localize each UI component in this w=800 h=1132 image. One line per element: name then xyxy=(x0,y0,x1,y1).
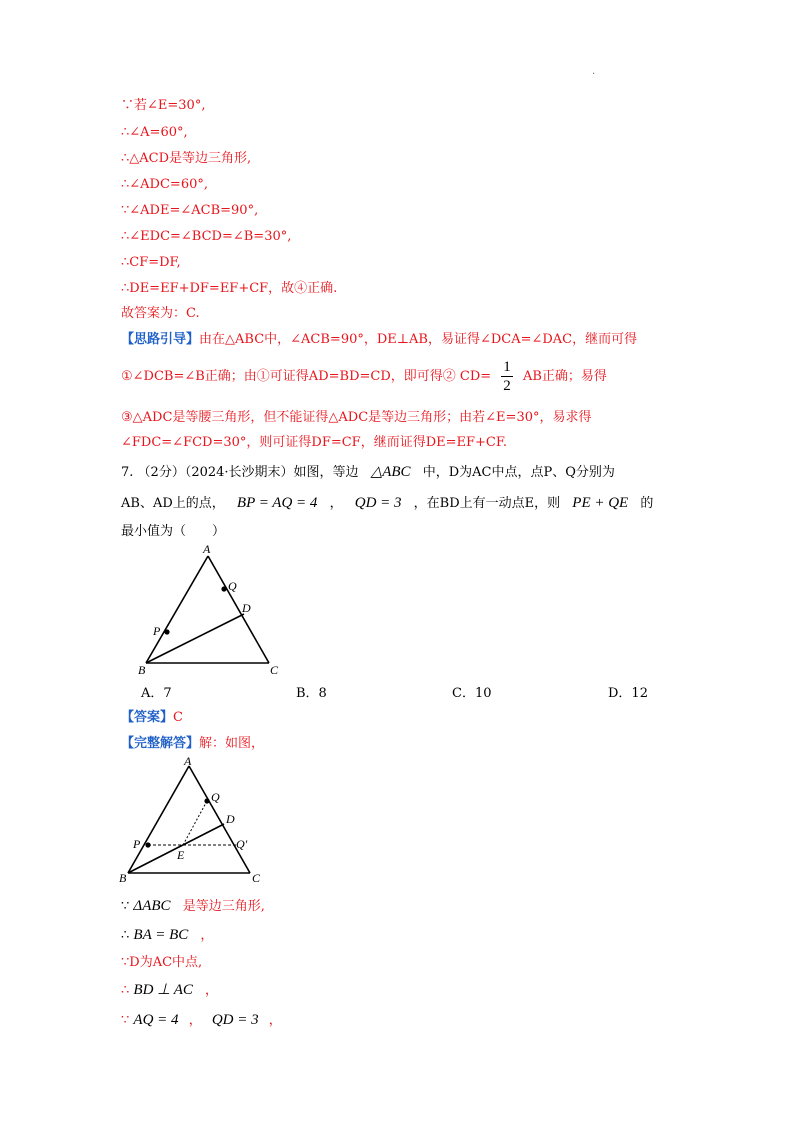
hint-text-2-pre: ①∠DCB=∠B正确；由①可证得AD=BD=CD，即可得② CD= xyxy=(121,369,492,384)
full-solution-line xyxy=(121,735,264,753)
fs-line-4-math: BD ⊥ AC xyxy=(133,982,193,998)
label-p: P xyxy=(133,837,141,851)
label-c: C xyxy=(252,871,261,884)
hint-tag: 【思路引导】 xyxy=(121,332,200,347)
full-solution-tag: 【完整解答】 xyxy=(121,736,200,751)
solution-line-2: ∴∠A=60°, xyxy=(121,125,188,140)
point-p xyxy=(145,842,150,847)
fs-line-4-post: ， xyxy=(205,983,219,998)
option-a: A．7 xyxy=(141,686,172,701)
fs-line-2-post: ， xyxy=(200,928,214,943)
hint-line-3: ③△ADC是等腰三角形，但不能证得△ADC是等边三角形；由若∠E=30°，易求得 xyxy=(121,410,592,425)
label-a: A xyxy=(184,756,192,768)
question-line-2 xyxy=(121,494,653,513)
question-text-1: 中，D为AC中点，点P、Q分别为 xyxy=(422,465,615,480)
answer-tag: 【答案】 xyxy=(121,710,174,725)
hint-text-2-post: AB正确；易得 xyxy=(522,369,607,384)
solution-line-1: ∵若∠E=30°, xyxy=(121,98,206,113)
fs-line-3: ∵D为AC中点, xyxy=(121,955,203,970)
fs-line-5 xyxy=(121,1011,282,1030)
option-c: C．10 xyxy=(452,686,492,701)
label-q: Q xyxy=(228,579,237,593)
question-text-2b: ，在BD上有一动点E，则 xyxy=(413,496,561,511)
label-d: D xyxy=(242,601,251,615)
hint-text-1: 由在△ABC中，∠ACB=90°，DE⊥AB，易证得∠DCA=∠DAC，继而可得 xyxy=(199,332,638,347)
fs-line-4 xyxy=(121,981,218,1000)
question-text-2a: AB、AD上的点， xyxy=(121,496,225,511)
side-ac xyxy=(189,766,250,873)
label-q: Q xyxy=(211,790,220,804)
solution-line-8: ∴DE=EF+DF=EF+CF，故④正确. xyxy=(121,281,338,296)
fraction-denominator: 2 xyxy=(503,378,511,394)
label-b: B xyxy=(138,663,146,677)
question-text-2c: 的 xyxy=(640,496,654,511)
fs-line-1-post: 是等边三角形, xyxy=(182,899,265,914)
fraction-one-half xyxy=(501,358,513,395)
fs-line-2-math: BA = BC xyxy=(133,927,189,943)
figure-triangle-1 xyxy=(136,542,286,677)
solution-line-5: ∵∠ADE=∠ACB=90°, xyxy=(121,203,259,218)
fs-line-1 xyxy=(121,897,265,916)
fs-line-5-mid: ， xyxy=(188,1013,202,1028)
solution-line-9: 故答案为：C. xyxy=(121,306,200,321)
fs-line-5-math-1: AQ = 4 xyxy=(133,1012,179,1028)
question-number: 7. xyxy=(121,465,134,480)
fs-line-4-pre: ∴ xyxy=(121,983,130,998)
label-c: C xyxy=(270,663,279,677)
answer-line xyxy=(121,709,183,727)
fs-line-5-math-2: QD = 3 xyxy=(211,1012,259,1028)
expression-pe-qe: PE + QE xyxy=(572,495,629,511)
solution-line-4: ∴∠ADC=60°, xyxy=(121,177,208,192)
solution-line-6: ∴∠EDC=∠BCD=∠B=30°, xyxy=(121,229,292,244)
hint-line-1 xyxy=(121,331,637,349)
triangle-abc: △ABC xyxy=(370,464,411,480)
option-b: B．8 xyxy=(296,686,327,701)
solution-line-3: ∴△ACD是等边三角形, xyxy=(121,151,252,166)
label-q-prime: Q' xyxy=(236,837,248,851)
fs-line-1-math: ΔABC xyxy=(133,898,171,914)
equation-qd: QD = 3 xyxy=(354,495,402,511)
hint-line-2 xyxy=(121,357,607,397)
fs-line-2-pre: ∴ xyxy=(121,928,130,943)
question-meta: （2分）（2024·长沙期末）如图，等边 xyxy=(137,465,359,480)
option-d: D．12 xyxy=(608,686,648,701)
fs-line-5-post: ， xyxy=(268,1013,282,1028)
question-line-1 xyxy=(121,463,615,482)
figure-triangle-2 xyxy=(116,756,281,884)
label-e: E xyxy=(177,848,185,862)
label-a: A xyxy=(203,542,211,556)
separator: ， xyxy=(329,496,343,511)
fs-line-1-pre: ∵ xyxy=(121,899,130,914)
full-solution-intro: 解：如图， xyxy=(199,736,265,751)
hint-line-4: ∠FDC=∠FCD=30°，则可证得DF=CF，继而证得DE=EF+CF. xyxy=(121,435,507,450)
solution-line-7: ∴CF=DF, xyxy=(121,255,181,270)
question-line-3: 最小值为（ ） xyxy=(121,524,226,539)
fs-line-5-pre: ∵ xyxy=(121,1013,130,1028)
fraction-numerator: 1 xyxy=(503,359,511,375)
answer-value: C xyxy=(173,710,183,725)
point-p xyxy=(164,629,169,634)
point-q xyxy=(221,586,226,591)
side-ac xyxy=(208,556,269,663)
label-p: P xyxy=(153,624,161,638)
header-mark: . xyxy=(592,66,596,77)
point-q xyxy=(204,798,209,803)
label-d: D xyxy=(226,812,235,826)
label-b: B xyxy=(119,871,127,884)
fs-line-2 xyxy=(121,926,213,945)
equation-bp-aq: BP = AQ = 4 xyxy=(236,495,318,511)
